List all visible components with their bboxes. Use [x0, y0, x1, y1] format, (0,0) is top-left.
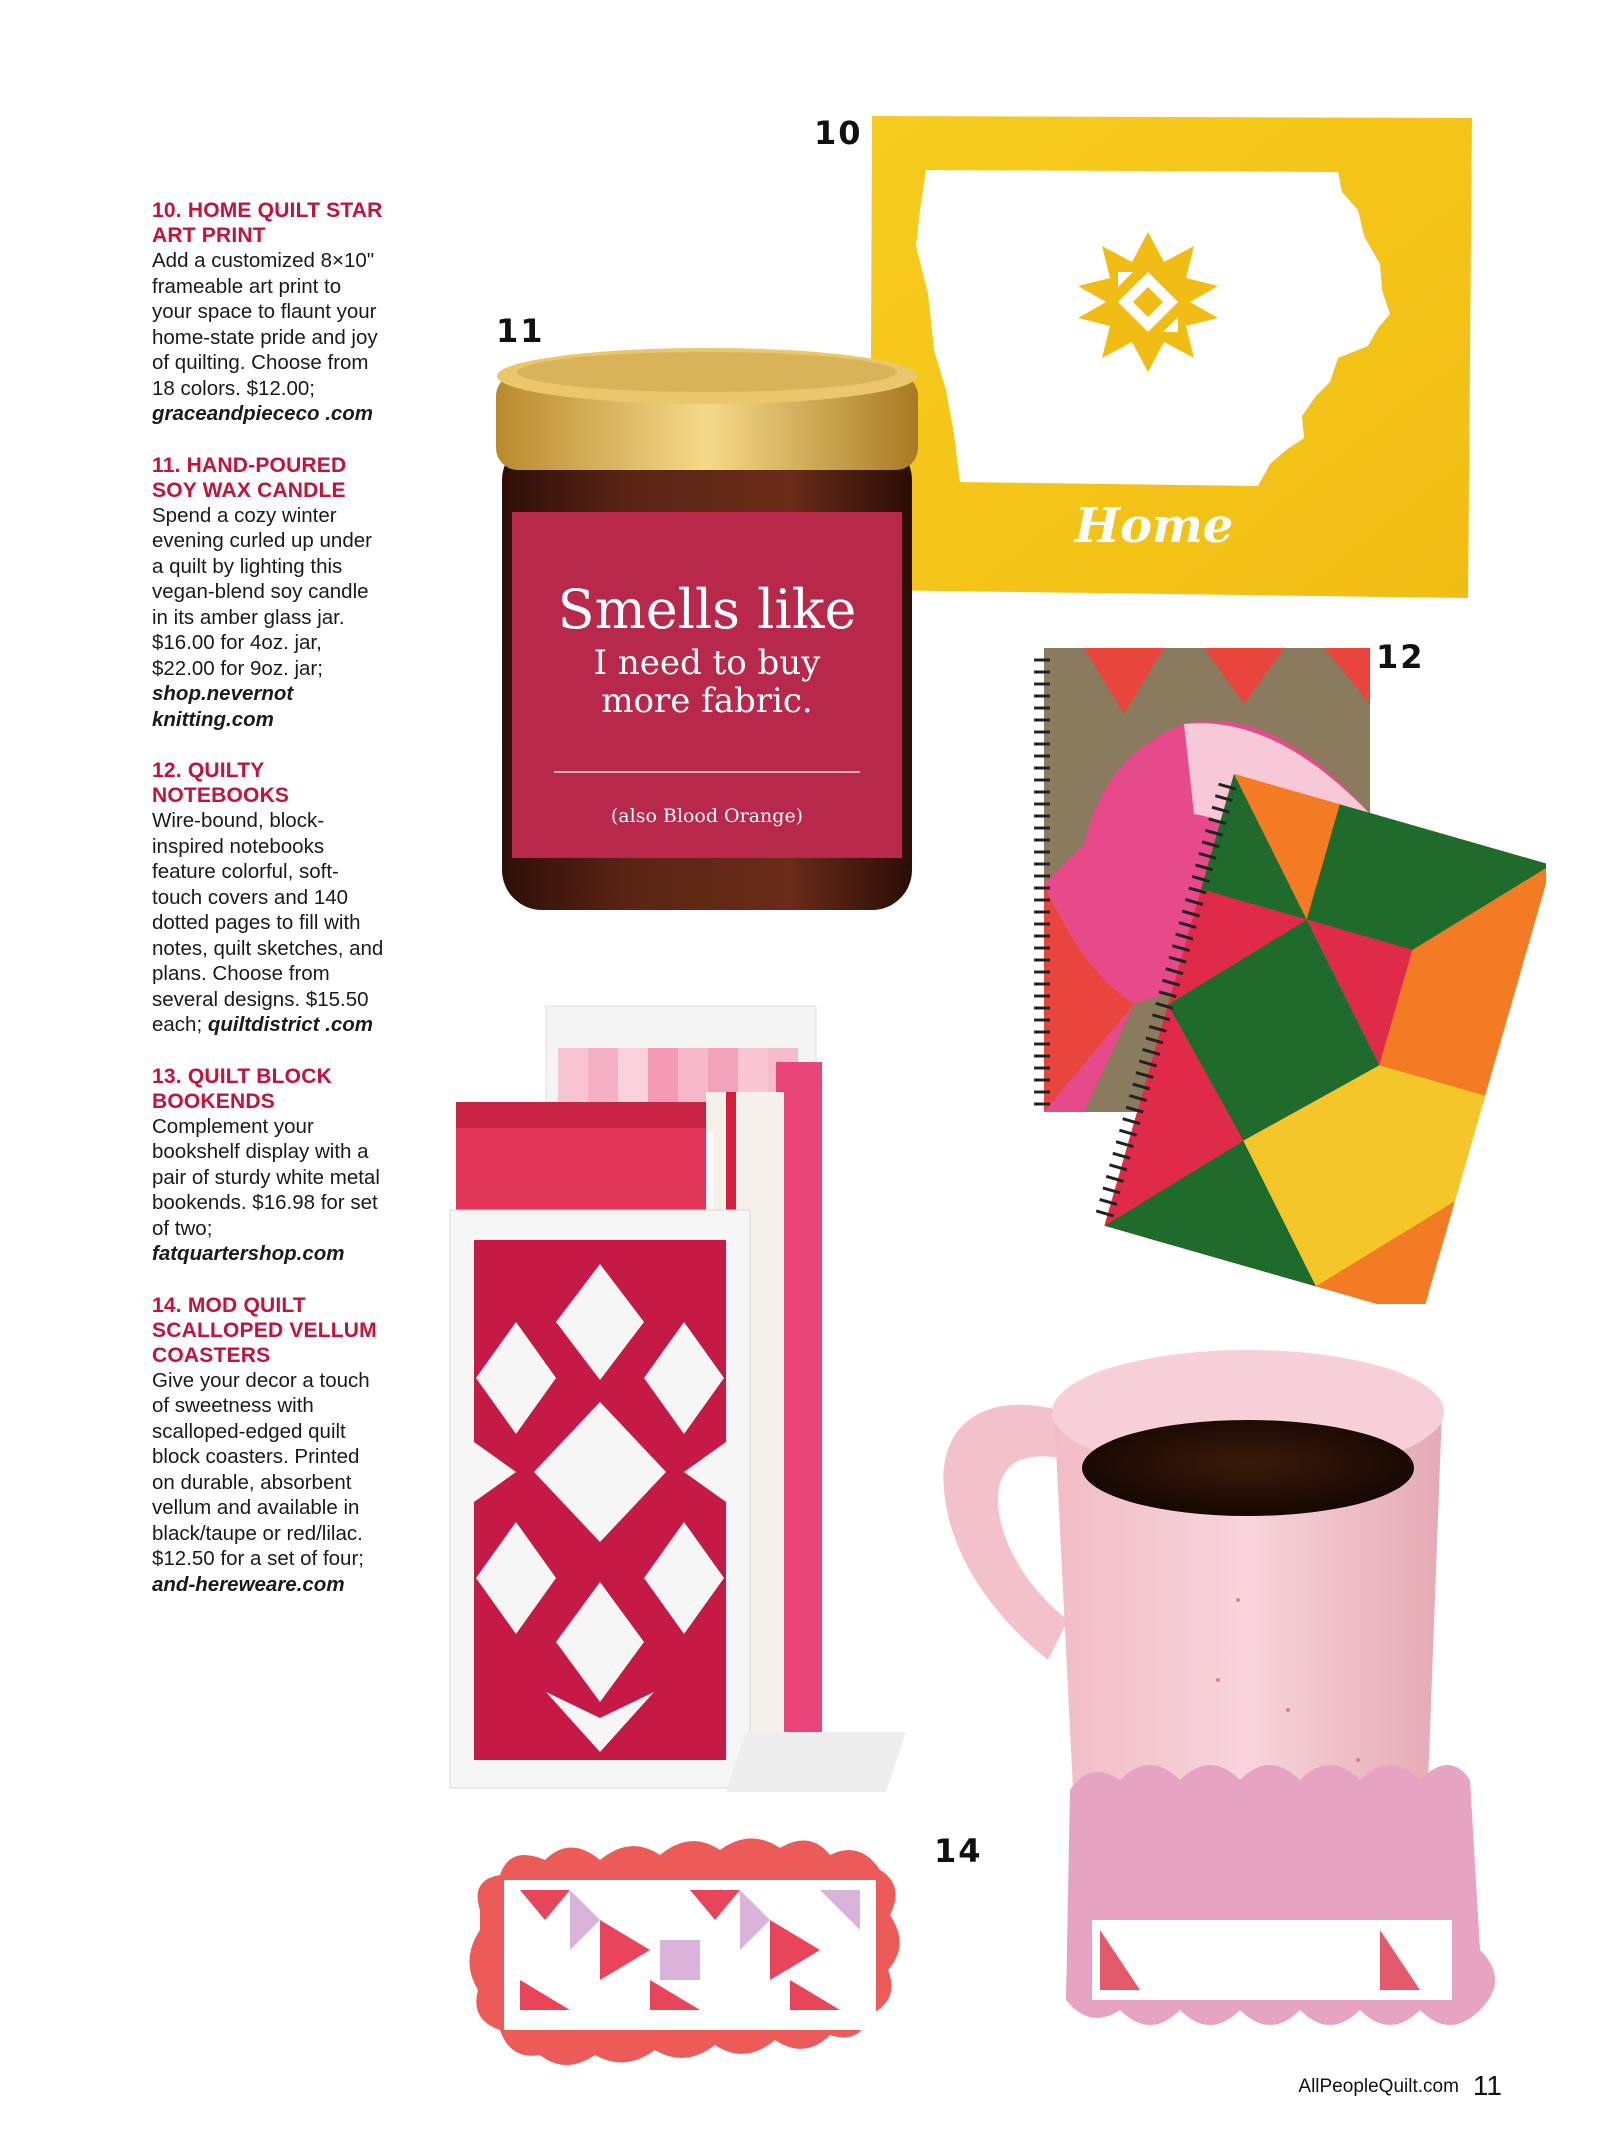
- bookend-front: [450, 1210, 750, 1788]
- coffee: [1082, 1420, 1414, 1516]
- candle-scent: (also Blood Orange): [610, 805, 804, 827]
- candle-line2: I need to buy: [593, 643, 821, 683]
- item-14: [152, 1293, 384, 1598]
- notebooks-photo: [1024, 644, 1546, 1304]
- item-title: 10. HOME QUILT STAR ART PRINT: [152, 199, 383, 247]
- candle-photo: [484, 344, 930, 924]
- item-body: Spend a cozy winter evening curled up under a quilt by lighting this vegan-blend soy candle in its amber glass jar. $16.00 for 4oz. jar, $22.00 for 9oz. jar; shop.nevernot knitting.com: [152, 503, 372, 731]
- item-body: Add a customized 8×10" frameable art print to your space to flaunt your home-state pride and joy of quilting. Choose from 18 colors. $12.00; graceandpiececo .com: [152, 249, 378, 425]
- item-title: 14. MOD QUILT SCALLOPED VELLUM COASTERS: [152, 1293, 377, 1367]
- item-body: Give your decor a touch of sweetness with scalloped-edged quilt block coasters. Printed on durable, absorbent vellum and available in black/taupe or red/lilac. $12.50 for a set of four; and-hereweare.com: [152, 1368, 370, 1596]
- footer-site: AllPeopleQuilt.com: [1298, 2076, 1459, 2097]
- item-body: Complement your bookshelf display with a pair of sturdy white metal bookends. $16.98 for set of two; fatquartershop.com: [152, 1114, 380, 1265]
- item-11: [152, 453, 384, 733]
- item-title: 11. HAND-POURED SOY WAX CANDLE: [152, 453, 347, 502]
- candle-line1: Smells like: [557, 578, 857, 641]
- label-10: 10: [814, 114, 863, 152]
- art-print-photo: [868, 114, 1474, 598]
- page-number: 11: [1472, 2070, 1502, 2101]
- item-body: Wire-bound, block-inspired notebooks feature colorful, soft-touch covers and 140 dotted pages to fill with notes, quilt sketches, and plans. Choose from several designs. $15.50 each; quiltdistrict .com: [152, 809, 384, 1036]
- mug-handle: [943, 1405, 1068, 1660]
- label-11: 11: [496, 312, 545, 350]
- item-source: fatquartershop.com: [152, 1242, 345, 1265]
- label-12: 12: [1376, 638, 1425, 676]
- product-descriptions: [152, 198, 384, 1623]
- bookends-photo: [446, 1002, 916, 1802]
- item-source: quiltdistrict .com: [207, 1013, 374, 1036]
- item-title: 13. QUILT BLOCK BOOKENDS: [152, 1064, 332, 1113]
- coaster-back: [1066, 1765, 1495, 2025]
- page-footer: [1298, 2070, 1502, 2102]
- item-10: [152, 198, 384, 427]
- candle-line3: more fabric.: [601, 681, 813, 721]
- print-word: Home: [1074, 498, 1234, 554]
- coaster-front: [469, 1838, 899, 2065]
- item-source: shop.nevernot knitting.com: [152, 682, 294, 731]
- item-title: 12. QUILTY NOTEBOOKS: [152, 759, 290, 807]
- item-source: and-hereweare.com: [152, 1572, 345, 1596]
- item-source: graceandpiececo .com: [152, 402, 374, 425]
- item-13: [152, 1064, 384, 1267]
- label-14: 14: [934, 1832, 983, 1870]
- item-12: [152, 758, 384, 1038]
